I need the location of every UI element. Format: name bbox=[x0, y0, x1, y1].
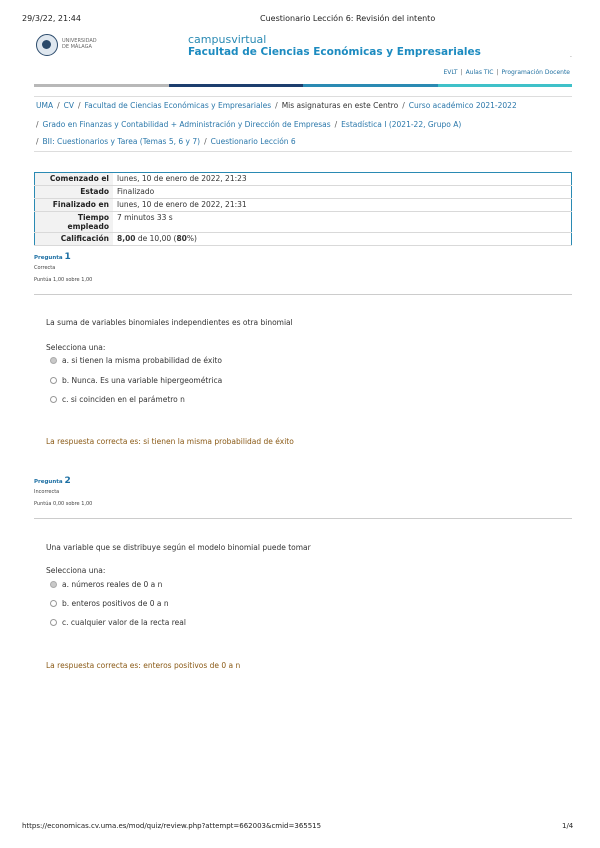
grade-score: 8,00 bbox=[117, 234, 136, 243]
question-2-option-c[interactable] bbox=[50, 618, 186, 627]
question-label: Pregunta bbox=[34, 479, 63, 485]
header-color-bar bbox=[34, 84, 572, 87]
table-row bbox=[35, 199, 572, 212]
breadcrumb-line-1: UMA / CV / Facultad de Ciencias Económicas y Empresariales / Mis asignaturas en este Centro / Curso académico 2021-2022 bbox=[36, 101, 517, 110]
question-2-option-a[interactable] bbox=[50, 580, 162, 589]
crumb-quiz[interactable]: Cuestionario Lección 6 bbox=[210, 137, 296, 146]
option-label: a. números reales de 0 a n bbox=[62, 580, 163, 589]
question-2-option-b[interactable] bbox=[50, 599, 169, 608]
time-value: 7 minutos 33 s bbox=[117, 213, 173, 222]
top-link-aulas-tic[interactable]: Aulas TIC bbox=[465, 69, 494, 76]
attempt-summary-table bbox=[34, 172, 572, 246]
header-dot: . bbox=[570, 52, 572, 59]
radio-button[interactable] bbox=[50, 619, 57, 626]
question-grade: Puntúa 0,00 sobre 1,00 bbox=[34, 501, 93, 507]
finished-label: Finalizado en bbox=[35, 199, 114, 212]
question-2-right-answer: La respuesta correcta es: enteros positivos de 0 a n bbox=[46, 661, 241, 670]
option-label: a. si tienen la misma probabilidad de éxito bbox=[62, 356, 222, 365]
question-1-option-b[interactable] bbox=[50, 376, 222, 385]
logo-text: UNIVERSIDAD DE MÁLAGA bbox=[62, 38, 97, 50]
breadcrumb-line-3: / BII: Cuestionarios y Tarea (Temas 5, 6 y 7) / Cuestionario Lección 6 bbox=[36, 137, 296, 146]
question-1-right-answer: La respuesta correcta es: si tienen la misma probabilidad de éxito bbox=[46, 437, 294, 446]
grade-percent: 80 bbox=[176, 234, 187, 243]
question-number-value: 1 bbox=[64, 252, 71, 262]
question-1-text: La suma de variables binomiales independientes es otra binomial bbox=[46, 318, 293, 327]
question-2-prompt: Selecciona una: bbox=[46, 566, 106, 575]
question-2-text: Una variable que se distribuye según el modelo binomial puede tomar bbox=[46, 543, 311, 552]
crumb-faculty[interactable]: Facultad de Ciencias Económicas y Empresariales bbox=[84, 101, 272, 110]
time-label bbox=[35, 212, 114, 233]
state-label: Estado bbox=[35, 186, 114, 199]
question-label: Pregunta bbox=[34, 255, 63, 261]
question-1-info bbox=[34, 252, 572, 295]
separator: | bbox=[496, 69, 499, 76]
question-grade: Puntúa 1,00 sobre 1,00 bbox=[34, 277, 93, 283]
radio-button[interactable] bbox=[50, 377, 57, 384]
breadcrumb-line-2: / Grado en Finanzas y Contabilidad + Administración y Dirección de Empresas / Estadística I (2021-22, Grupo A) bbox=[36, 120, 462, 129]
color-bar-segment bbox=[303, 84, 438, 87]
question-1-option-a[interactable] bbox=[50, 356, 222, 365]
breadcrumb bbox=[34, 96, 572, 152]
question-state: Correcta bbox=[34, 265, 56, 271]
crumb-section[interactable]: BII: Cuestionarios y Tarea (Temas 5, 6 y 7) bbox=[42, 137, 201, 146]
question-number bbox=[34, 252, 572, 262]
question-2-info bbox=[34, 476, 572, 519]
time-label-1: Tiempo bbox=[77, 213, 109, 222]
radio-button[interactable] bbox=[50, 600, 57, 607]
question-1-option-c[interactable] bbox=[50, 395, 185, 404]
print-footer-url: https://economicas.cv.uma.es/mod/quiz/review.php?attempt=662003&cmid=365515 bbox=[22, 822, 322, 830]
question-state: Incorrecta bbox=[34, 489, 60, 495]
crumb-uma[interactable]: UMA bbox=[36, 101, 54, 110]
crumb-cv[interactable]: CV bbox=[63, 101, 74, 110]
university-logo-icon[interactable] bbox=[36, 34, 58, 56]
option-label: c. cualquier valor de la recta real bbox=[62, 618, 186, 627]
top-link-programacion[interactable]: Programación Docente bbox=[501, 69, 570, 76]
time-label-2: empleado bbox=[67, 222, 109, 231]
started-label: Comenzado el bbox=[35, 173, 114, 186]
question-1-prompt: Selecciona una: bbox=[46, 343, 106, 352]
grade-label: Calificación bbox=[35, 233, 114, 246]
table-row bbox=[35, 212, 572, 233]
crumb-academic-year[interactable]: Curso académico 2021-2022 bbox=[408, 101, 517, 110]
grade-end: %) bbox=[186, 234, 197, 243]
color-bar-segment bbox=[169, 84, 304, 87]
crumb-course[interactable]: Estadística I (2021-22, Grupo A) bbox=[341, 120, 462, 129]
color-bar-segment bbox=[34, 84, 169, 87]
finished-value: lunes, 10 de enero de 2022, 21:31 bbox=[117, 200, 247, 209]
top-links bbox=[443, 69, 570, 76]
separator: | bbox=[460, 69, 463, 76]
radio-button[interactable] bbox=[50, 581, 57, 588]
started-value: lunes, 10 de enero de 2022, 21:23 bbox=[117, 174, 247, 183]
print-datetime: 29/3/22, 21:44 bbox=[22, 14, 81, 23]
print-title: Cuestionario Lección 6: Revisión del intento bbox=[260, 14, 436, 23]
crumb-my-subjects: Mis asignaturas en este Centro bbox=[281, 101, 399, 110]
top-link-evlt[interactable]: EVLT bbox=[443, 69, 458, 76]
table-row bbox=[35, 173, 572, 186]
radio-button[interactable] bbox=[50, 357, 57, 364]
option-label: b. enteros positivos de 0 a n bbox=[62, 599, 169, 608]
question-number bbox=[34, 476, 572, 486]
table-row bbox=[35, 186, 572, 199]
grade-mid: de 10,00 ( bbox=[135, 234, 177, 243]
state-value: Finalizado bbox=[117, 187, 155, 196]
crumb-degree[interactable]: Grado en Finanzas y Contabilidad + Administración y Dirección de Empresas bbox=[42, 120, 331, 129]
question-number-value: 2 bbox=[64, 476, 71, 486]
option-label: b. Nunca. Es una variable hipergeométrica bbox=[62, 376, 223, 385]
radio-button[interactable] bbox=[50, 396, 57, 403]
grade-value bbox=[113, 233, 572, 246]
table-row bbox=[35, 233, 572, 246]
print-footer-page: 1/4 bbox=[562, 822, 574, 830]
faculty-name: Facultad de Ciencias Económicas y Empresariales bbox=[188, 46, 481, 58]
option-label: c. si coinciden en el parámetro n bbox=[62, 395, 185, 404]
site-name[interactable]: campusvirtual bbox=[188, 33, 267, 46]
color-bar-segment bbox=[438, 84, 573, 87]
